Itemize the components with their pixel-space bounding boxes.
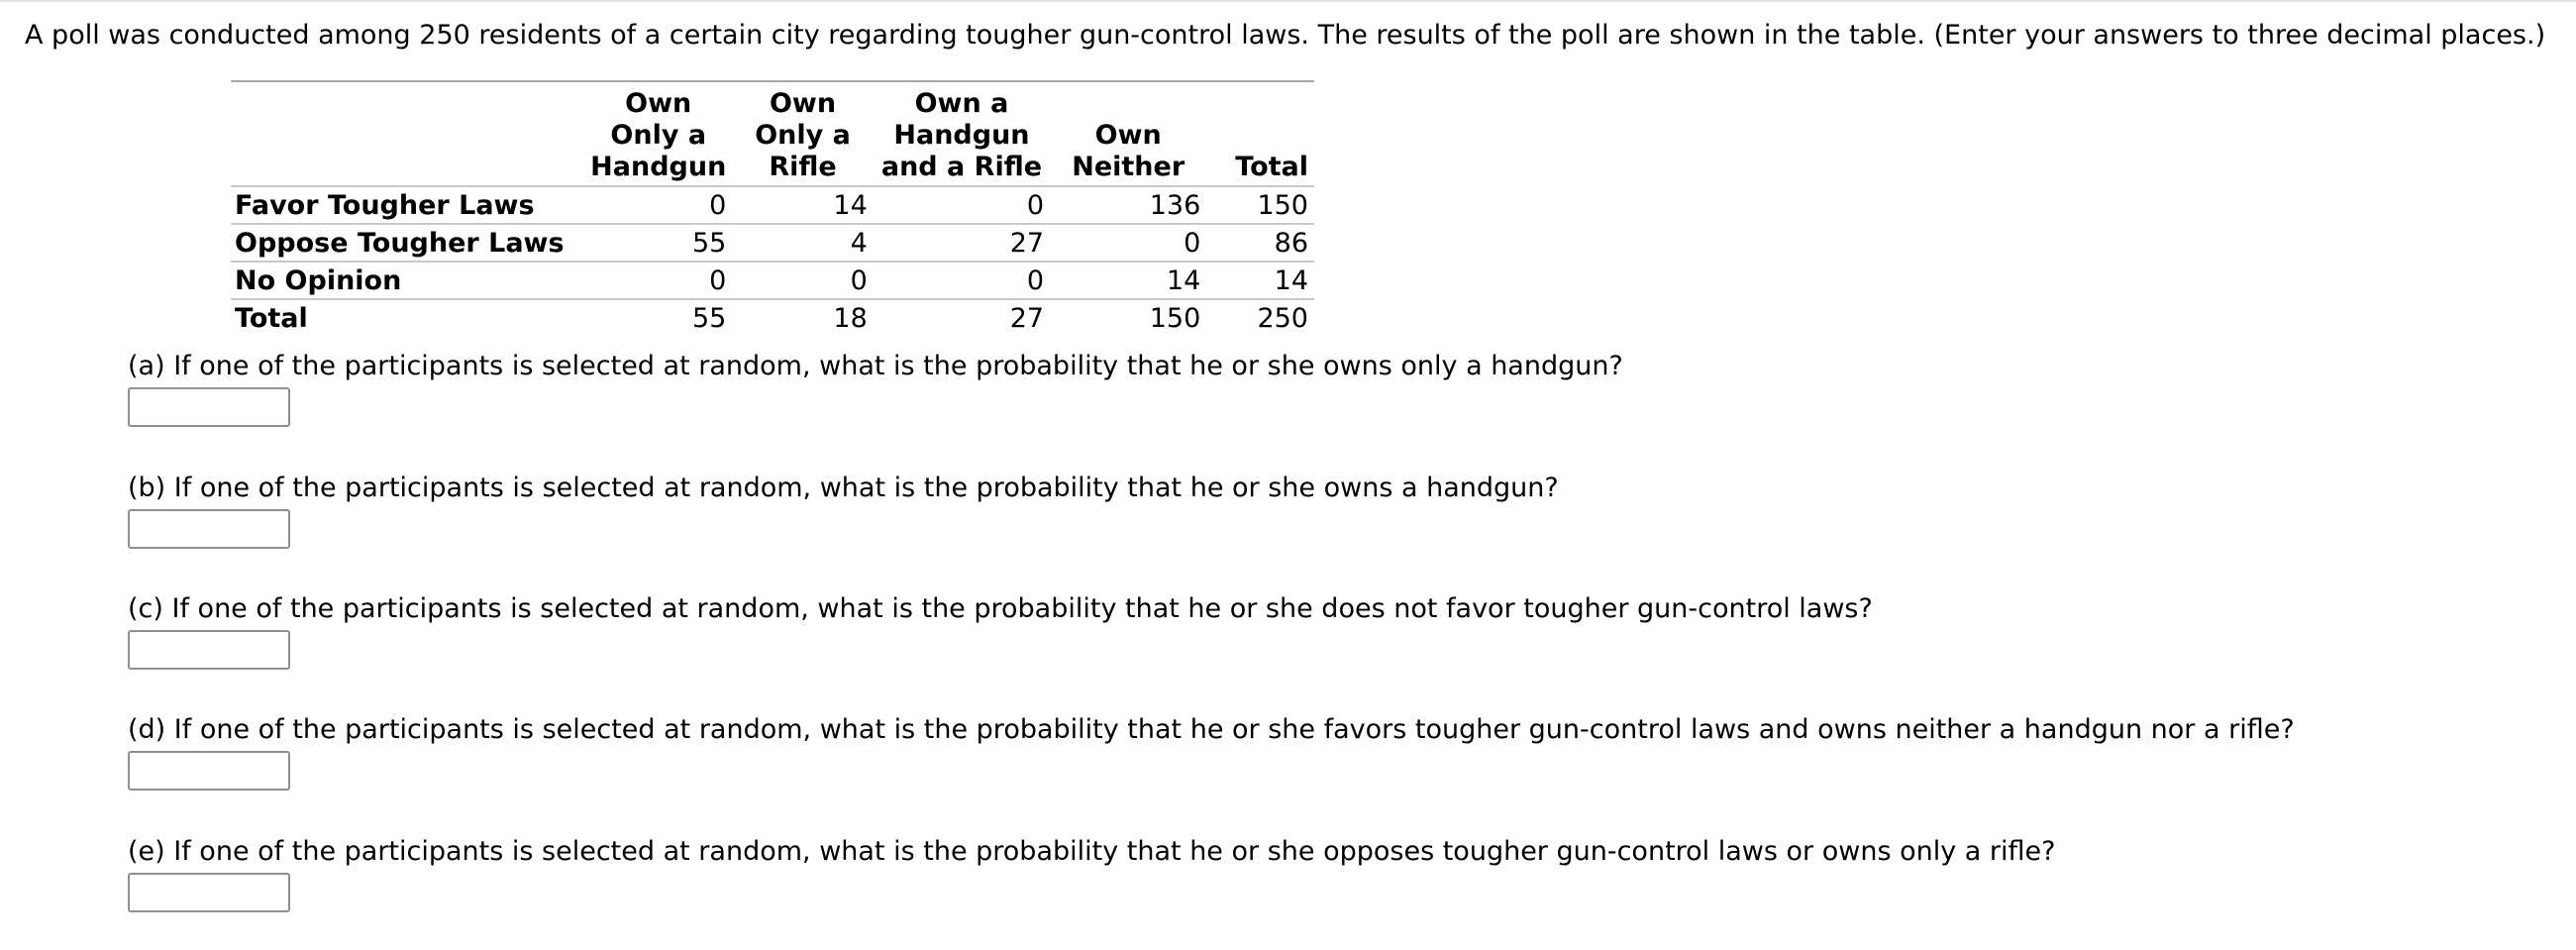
table-cell: 55 — [691, 227, 727, 259]
header-line: Only a — [755, 120, 851, 151]
table-cell: 86 — [1274, 227, 1308, 259]
table-cell: 14 — [833, 189, 868, 221]
answer-a-input[interactable] — [128, 387, 290, 427]
header-line: Neither — [1072, 152, 1185, 182]
table-row-favor — [231, 186, 1314, 224]
header-line: Handgun — [893, 120, 1030, 151]
table-cell: 250 — [1257, 303, 1308, 334]
table-cell: 0 — [850, 264, 868, 296]
table-cell: 55 — [691, 303, 727, 334]
answer-e-input[interactable] — [128, 873, 290, 912]
header-line: Total — [1235, 152, 1308, 182]
problem-statement: A poll was conducted among 250 residents of a certain city regarding tougher gun-control laws. The results of the poll are shown in the table. (Enter your answers to three decimal places.) — [25, 20, 2546, 51]
row-label: No Opinion — [235, 264, 402, 296]
header-line: Own — [769, 88, 837, 119]
header-own-only-rifle — [732, 81, 873, 186]
question-e-text: (e) If one of the participants is selected at random, what is the probability that he or she opposes tougher gun-control laws or owns only a rifle? — [128, 836, 2056, 867]
table-header-row — [231, 81, 1314, 186]
table-cell: 27 — [1009, 303, 1045, 334]
table-cell: 150 — [1257, 189, 1308, 221]
question-a-text: (a) If one of the participants is selected at random, what is the probability that he or she owns only a handgun? — [128, 351, 1623, 381]
table-cell: 150 — [1149, 303, 1201, 334]
table-row-no-opinion — [231, 262, 1314, 299]
table-cell: 0 — [709, 189, 727, 221]
header-own-only-handgun — [584, 81, 732, 186]
table-cell: 0 — [1026, 189, 1045, 221]
question-c-text: (c) If one of the participants is selected at random, what is the probability that he or she does not favor tougher gun-control laws? — [128, 593, 1873, 624]
table-cell: 18 — [833, 303, 868, 334]
header-line: Rifle — [769, 152, 837, 182]
question-b-text: (b) If one of the participants is selected at random, what is the probability that he or she owns a handgun? — [128, 473, 1559, 503]
table-cell: 0 — [1026, 264, 1045, 296]
table-row-oppose — [231, 224, 1314, 262]
header-line: Handgun — [590, 152, 727, 182]
header-own-neither — [1050, 81, 1206, 186]
header-line: Own — [1094, 120, 1162, 151]
header-line: and a Rifle — [880, 152, 1043, 182]
row-label: Oppose Tougher Laws — [235, 227, 565, 259]
header-own-handgun-and-rifle — [874, 81, 1050, 186]
header-line: Own — [625, 88, 692, 119]
top-divider — [0, 0, 2576, 2]
header-empty-cell — [231, 81, 584, 186]
table-cell: 136 — [1149, 189, 1201, 221]
table-cell: 0 — [1184, 227, 1201, 259]
answer-d-input[interactable] — [128, 751, 290, 791]
table-cell: 27 — [1009, 227, 1045, 259]
table-row-total — [231, 299, 1314, 337]
table-cell: 14 — [1166, 264, 1201, 296]
question-d-text: (d) If one of the participants is selected at random, what is the probability that he or she favors tougher gun-control laws and owns neither a handgun nor a rifle? — [128, 714, 2295, 745]
table-cell: 14 — [1274, 264, 1308, 296]
table-cell: 0 — [709, 264, 727, 296]
table-cell: 4 — [850, 227, 868, 259]
header-line: Only a — [610, 120, 707, 151]
header-line: Own a — [914, 88, 1009, 119]
answer-c-input[interactable] — [128, 630, 290, 670]
header-total — [1206, 81, 1314, 186]
row-label: Favor Tougher Laws — [235, 189, 535, 221]
answer-b-input[interactable] — [128, 509, 290, 549]
row-label: Total — [235, 303, 308, 334]
poll-results-table — [231, 80, 1314, 337]
